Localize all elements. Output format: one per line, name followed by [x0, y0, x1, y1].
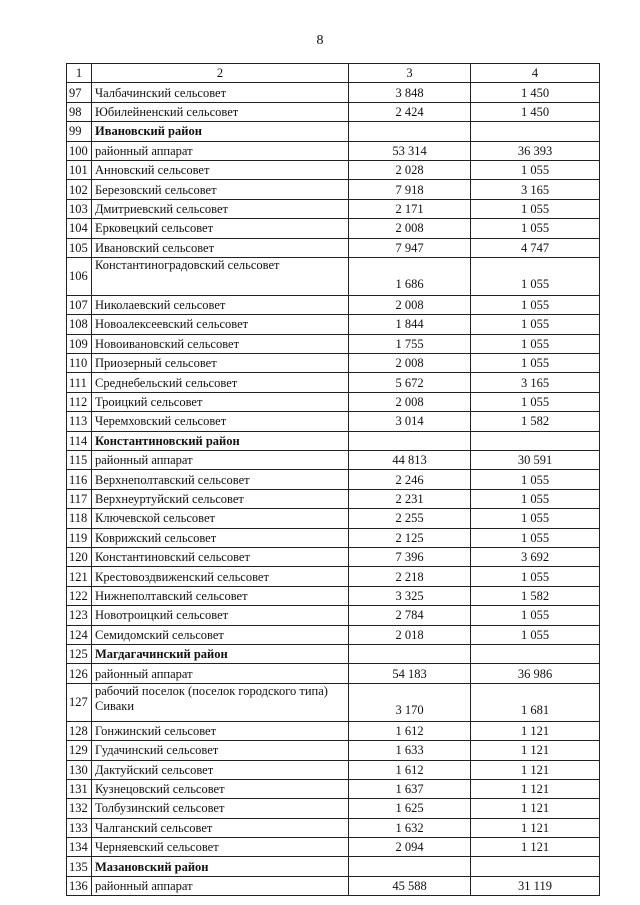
row-number: 97: [67, 83, 92, 102]
table-row: [67, 547, 600, 566]
table-row: [67, 799, 600, 818]
row-name: Чалбачинский сельсовет: [92, 83, 349, 102]
row-name: Среднебельский сельсовет: [92, 373, 349, 392]
district-heading-row: [67, 122, 600, 141]
row-name: Новотроицкий сельсовет: [92, 606, 349, 625]
row-number: 116: [67, 470, 92, 489]
row-name: Березовский сельсовет: [92, 180, 349, 199]
row-number: 123: [67, 606, 92, 625]
row-col4-value: 1 121: [471, 721, 600, 740]
row-col4-value: [471, 644, 600, 663]
row-col3-value: 7 947: [349, 238, 471, 257]
table-body: [67, 64, 600, 896]
row-col3-value: 3 014: [349, 412, 471, 431]
row-name: Кузнецовский сельсовет: [92, 779, 349, 798]
row-col3-value: 2 231: [349, 489, 471, 508]
row-number: 134: [67, 838, 92, 857]
row-col4-value: 1 055: [471, 354, 600, 373]
row-col4-value: 1 055: [471, 295, 600, 314]
row-col4-value: 1 450: [471, 102, 600, 121]
row-col3-value: 2 008: [349, 295, 471, 314]
row-number: 111: [67, 373, 92, 392]
row-col3-value: 2 125: [349, 528, 471, 547]
row-name: Троицкий сельсовет: [92, 392, 349, 411]
table-row: [67, 295, 600, 314]
row-col4-value: 1 121: [471, 838, 600, 857]
table-row: [67, 315, 600, 334]
row-name: Константиновский район: [92, 431, 349, 450]
row-name: Магдагачинский район: [92, 644, 349, 663]
row-col3-value: 1 844: [349, 315, 471, 334]
row-col4-value: 1 055: [471, 315, 600, 334]
row-col4-value: 3 165: [471, 180, 600, 199]
table-row: [67, 412, 600, 431]
row-col3-value: 3 848: [349, 83, 471, 102]
row-col3-value: 2 255: [349, 509, 471, 528]
row-col3-value: 2 018: [349, 625, 471, 644]
row-number: 124: [67, 625, 92, 644]
table-row: [67, 219, 600, 238]
row-number: 102: [67, 180, 92, 199]
row-number: 107: [67, 295, 92, 314]
row-name: Ивановский сельсовет: [92, 238, 349, 257]
row-name: районный аппарат: [92, 876, 349, 895]
row-col4-value: 36 393: [471, 141, 600, 160]
row-name: Ерковецкий сельсовет: [92, 219, 349, 238]
row-name: Новоалексеевский сельсовет: [92, 315, 349, 334]
page-number: 8: [316, 33, 324, 48]
row-name: районный аппарат: [92, 141, 349, 160]
row-col4-value: 1 055: [471, 219, 600, 238]
row-name: Толбузинский сельсовет: [92, 799, 349, 818]
row-name: районный аппарат: [92, 664, 349, 683]
row-number: 136: [67, 876, 92, 895]
row-col4-value: [471, 431, 600, 450]
row-col4-value: 1 055: [471, 392, 600, 411]
row-col3-value: 2 246: [349, 470, 471, 489]
row-col3-value: 1 632: [349, 818, 471, 837]
row-col4-value: 1 121: [471, 760, 600, 779]
district-heading-row: [67, 857, 600, 876]
row-col3-value: [349, 431, 471, 450]
table-row: [67, 238, 600, 257]
row-col4-value: 1 055: [471, 509, 600, 528]
table-row: [67, 818, 600, 837]
table-row: [67, 470, 600, 489]
row-col3-value: [349, 644, 471, 663]
row-number: 100: [67, 141, 92, 160]
header-col-3: 3: [349, 64, 471, 83]
row-name: Крестовоздвиженский сельсовет: [92, 567, 349, 586]
table-row: [67, 102, 600, 121]
row-col4-value: 3 165: [471, 373, 600, 392]
row-number: 129: [67, 741, 92, 760]
row-number: 119: [67, 528, 92, 547]
row-col3-value: 2 008: [349, 392, 471, 411]
table-row: [67, 180, 600, 199]
row-name: Юбилейненский сельсовет: [92, 102, 349, 121]
row-col4-value: 1 450: [471, 83, 600, 102]
row-number: 103: [67, 199, 92, 218]
row-name: Приозерный сельсовет: [92, 354, 349, 373]
row-name: Гонжинский сельсовет: [92, 721, 349, 740]
table-row: [67, 586, 600, 605]
table-row: [67, 373, 600, 392]
table-row: [67, 664, 600, 683]
row-col4-value: 1 055: [471, 567, 600, 586]
row-col3-value: 2 424: [349, 102, 471, 121]
table-row: [67, 779, 600, 798]
table-header-row: [67, 64, 600, 83]
district-heading-row: [67, 644, 600, 663]
table-row: [67, 838, 600, 857]
row-col4-value: [471, 857, 600, 876]
table-row: [67, 83, 600, 102]
row-col3-value: 1 637: [349, 779, 471, 798]
row-number: 98: [67, 102, 92, 121]
row-name: Анновский сельсовет: [92, 160, 349, 179]
row-col3-value: 53 314: [349, 141, 471, 160]
table-row: [67, 741, 600, 760]
row-name: Верхнеполтавский сельсовет: [92, 470, 349, 489]
row-number: 131: [67, 779, 92, 798]
header-col-1: 1: [67, 64, 92, 83]
row-number: 127: [67, 683, 92, 721]
row-number: 125: [67, 644, 92, 663]
row-name: Коврижский сельсовет: [92, 528, 349, 547]
table-row: [67, 334, 600, 353]
table-row: [67, 760, 600, 779]
row-number: 118: [67, 509, 92, 528]
row-number: 106: [67, 257, 92, 295]
row-number: 120: [67, 547, 92, 566]
row-col4-value: 1 055: [471, 334, 600, 353]
row-col4-value: 1 055: [471, 257, 600, 295]
table-row: [67, 392, 600, 411]
row-col3-value: 45 588: [349, 876, 471, 895]
row-name: Нижнеполтавский сельсовет: [92, 586, 349, 605]
row-number: 114: [67, 431, 92, 450]
table-row: [67, 606, 600, 625]
row-name: Новоивановский сельсовет: [92, 334, 349, 353]
row-number: 132: [67, 799, 92, 818]
row-col3-value: 2 784: [349, 606, 471, 625]
table-row: [67, 160, 600, 179]
row-name: Гудачинский сельсовет: [92, 741, 349, 760]
row-name: Константиноградовский сельсовет: [92, 257, 349, 295]
row-col4-value: 1 055: [471, 470, 600, 489]
row-col3-value: 1 633: [349, 741, 471, 760]
row-col3-value: 3 325: [349, 586, 471, 605]
row-col3-value: [349, 122, 471, 141]
row-col4-value: 4 747: [471, 238, 600, 257]
row-col3-value: 2 008: [349, 354, 471, 373]
table-row: [67, 199, 600, 218]
row-name: Ключевской сельсовет: [92, 509, 349, 528]
row-col3-value: 2 008: [349, 219, 471, 238]
table-row: [67, 876, 600, 895]
row-number: 99: [67, 122, 92, 141]
row-col3-value: 1 686: [349, 257, 471, 295]
row-col3-value: 1 612: [349, 760, 471, 779]
table-row: [67, 509, 600, 528]
table-row: [67, 721, 600, 740]
row-number: 130: [67, 760, 92, 779]
row-name: Дмитриевский сельсовет: [92, 199, 349, 218]
row-name: рабочий поселок (поселок городского типа) Сиваки: [92, 683, 349, 721]
row-col4-value: 1 582: [471, 412, 600, 431]
allocation-table: [66, 63, 600, 896]
row-col4-value: 1 582: [471, 586, 600, 605]
row-number: 133: [67, 818, 92, 837]
row-number: 113: [67, 412, 92, 431]
row-number: 101: [67, 160, 92, 179]
row-col4-value: 30 591: [471, 451, 600, 470]
table-row: [67, 451, 600, 470]
table-row: [67, 257, 600, 295]
row-col3-value: 5 672: [349, 373, 471, 392]
row-number: 104: [67, 219, 92, 238]
row-col3-value: 2 171: [349, 199, 471, 218]
table-row: [67, 567, 600, 586]
row-name: Черемховский сельсовет: [92, 412, 349, 431]
row-number: 122: [67, 586, 92, 605]
row-number: 121: [67, 567, 92, 586]
table-row: [67, 528, 600, 547]
row-name: Черняевский сельсовет: [92, 838, 349, 857]
row-number: 110: [67, 354, 92, 373]
row-col3-value: 44 813: [349, 451, 471, 470]
header-col-4: 4: [471, 64, 600, 83]
row-col4-value: 36 986: [471, 664, 600, 683]
row-col3-value: 1 755: [349, 334, 471, 353]
row-name: Семидомский сельсовет: [92, 625, 349, 644]
row-col3-value: 7 396: [349, 547, 471, 566]
row-col4-value: 31 119: [471, 876, 600, 895]
row-name: Константиновский сельсовет: [92, 547, 349, 566]
table-row: [67, 625, 600, 644]
row-name: районный аппарат: [92, 451, 349, 470]
table-row: [67, 354, 600, 373]
row-number: 128: [67, 721, 92, 740]
table-row: [67, 489, 600, 508]
row-name: Мазановский район: [92, 857, 349, 876]
row-name: Дактуйский сельсовет: [92, 760, 349, 779]
row-col3-value: 1 625: [349, 799, 471, 818]
row-col3-value: 2 028: [349, 160, 471, 179]
row-name: Ивановский район: [92, 122, 349, 141]
row-name: Чалганский сельсовет: [92, 818, 349, 837]
row-number: 105: [67, 238, 92, 257]
row-name: Николаевский сельсовет: [92, 295, 349, 314]
row-number: 109: [67, 334, 92, 353]
row-col3-value: 3 170: [349, 683, 471, 721]
row-col4-value: 1 055: [471, 625, 600, 644]
header-col-2: 2: [92, 64, 349, 83]
row-col4-value: 3 692: [471, 547, 600, 566]
row-number: 115: [67, 451, 92, 470]
row-col4-value: 1 055: [471, 160, 600, 179]
row-col3-value: 2 218: [349, 567, 471, 586]
district-heading-row: [67, 431, 600, 450]
row-number: 126: [67, 664, 92, 683]
row-number: 108: [67, 315, 92, 334]
row-number: 112: [67, 392, 92, 411]
row-col4-value: 1 121: [471, 741, 600, 760]
row-col4-value: 1 121: [471, 818, 600, 837]
row-col4-value: [471, 122, 600, 141]
row-number: 135: [67, 857, 92, 876]
row-col4-value: 1 121: [471, 779, 600, 798]
row-col4-value: 1 055: [471, 528, 600, 547]
row-col4-value: 1 681: [471, 683, 600, 721]
row-col4-value: 1 055: [471, 199, 600, 218]
row-col3-value: 2 094: [349, 838, 471, 857]
table-row: [67, 141, 600, 160]
row-col3-value: 1 612: [349, 721, 471, 740]
row-col4-value: 1 121: [471, 799, 600, 818]
row-name: Верхнеуртуйский сельсовет: [92, 489, 349, 508]
row-col3-value: [349, 857, 471, 876]
row-col4-value: 1 055: [471, 606, 600, 625]
row-col4-value: 1 055: [471, 489, 600, 508]
table-row: [67, 683, 600, 721]
row-col3-value: 54 183: [349, 664, 471, 683]
row-col3-value: 7 918: [349, 180, 471, 199]
row-number: 117: [67, 489, 92, 508]
